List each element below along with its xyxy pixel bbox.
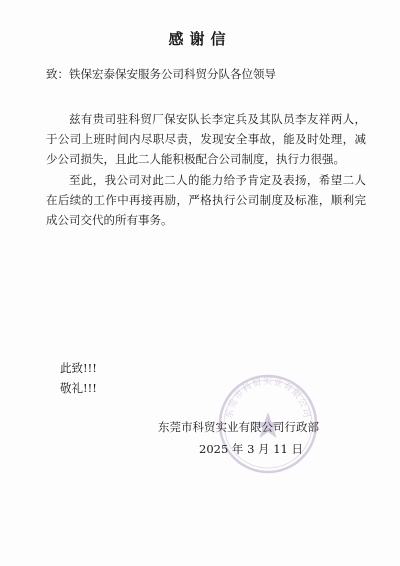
- body-paragraph-1: 兹有贵司驻科贸厂保安队长李定兵及其队员李友祥两人，于公司上班时间内尽职尽责，发现安全事故，能及时处理，减少公司损失，且此二人能积极配合公司制度，执行力很强。: [46, 112, 366, 166]
- letter-title: 感谢信: [168, 30, 232, 48]
- signature-date: 2025 年 3 月 11 日: [199, 442, 303, 456]
- closing-line-2: 敬礼!!!: [60, 381, 97, 395]
- signature-organization: 东莞市科贸实业有限公司行政部: [158, 420, 319, 434]
- letter-salutation: 致：铁保宏泰保安服务公司科贸分队各位领导: [46, 67, 276, 81]
- svg-text:东莞市科贸实业有限公司: 东莞市科贸实业有限公司: [224, 377, 312, 420]
- body-paragraph-2: 至此，我公司对此二人的能力给予肯定及表扬，希望二人在后续的工作中再接再励，严格执行公司制度及标准，顺利完成公司交代的所有事务。: [46, 173, 366, 227]
- closing-line-1: 此致!!!: [60, 361, 97, 375]
